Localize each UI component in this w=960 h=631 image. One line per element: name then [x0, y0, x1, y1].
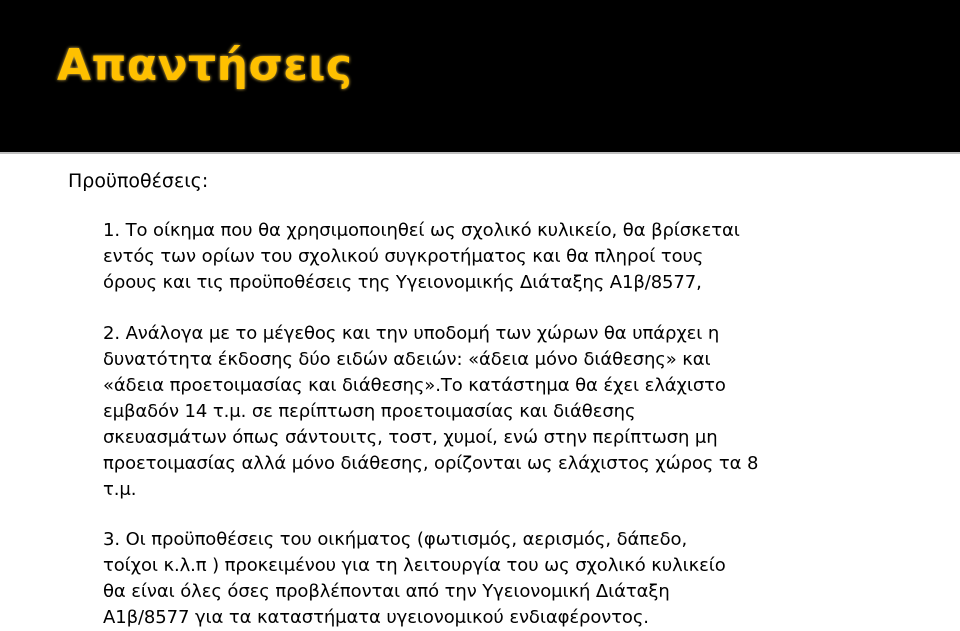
title-divider [0, 152, 960, 154]
text-line: θα είναι όλες όσες προβλέπονται από την Υγειονομική Διάταξη [103, 581, 670, 602]
text-line: τ.μ. [103, 479, 137, 500]
text-line: 2. Ανάλογα με το μέγεθος και την υποδομή των χώρων θα υπάρχει η [103, 323, 720, 344]
text-line: τοίχοι κ.λ.π ) προκειμένου για τη λειτουργία του ως σχολικό κυλικείο [103, 555, 726, 576]
text-line: εντός των ορίων του σχολικού συγκροτήματος και θα πληροί τους [103, 246, 704, 267]
title-bar [0, 0, 960, 152]
text-line: δυνατότητα έκδοσης δύο ειδών αδειών: «άδεια μόνο διάθεσης» και [103, 349, 711, 370]
list-item-2 [103, 321, 923, 503]
text-line: 1. Το οίκημα που θα χρησιμοποιηθεί ως σχολικό κυλικείο, θα βρίσκεται [103, 220, 740, 241]
slide-title: Απαντήσεις [57, 40, 353, 91]
text-line: 3. Οι προϋποθέσεις του οικήματος (φωτισμός, αερισμός, δάπεδο, [103, 529, 688, 550]
list-item-1 [103, 218, 923, 296]
list-item-3 [103, 527, 923, 631]
text-line: εμβαδόν 14 τ.μ. σε περίπτωση προετοιμασίας και διάθεσης [103, 401, 636, 422]
text-line: σκευασμάτων όπως σάντουιτς, τοστ, χυμοί, ενώ στην περίπτωση μη [103, 427, 718, 448]
text-line: Α1β/8577 για τα καταστήματα υγειονομικού ενδιαφέροντος. [103, 607, 649, 628]
text-line: όρους και τις προϋποθέσεις της Υγειονομικής Διάταξης Α1β/8577, [103, 272, 702, 293]
text-line: προετοιμασίας αλλά μόνο διάθεσης, ορίζονται ως ελάχιστος χώρος τα 8 [103, 453, 759, 474]
text-line: «άδεια προετοιμασίας και διάθεσης».Το κατάστημα θα έχει ελάχιστο [103, 375, 726, 396]
section-subtitle: Προϋποθέσεις: [68, 170, 209, 192]
